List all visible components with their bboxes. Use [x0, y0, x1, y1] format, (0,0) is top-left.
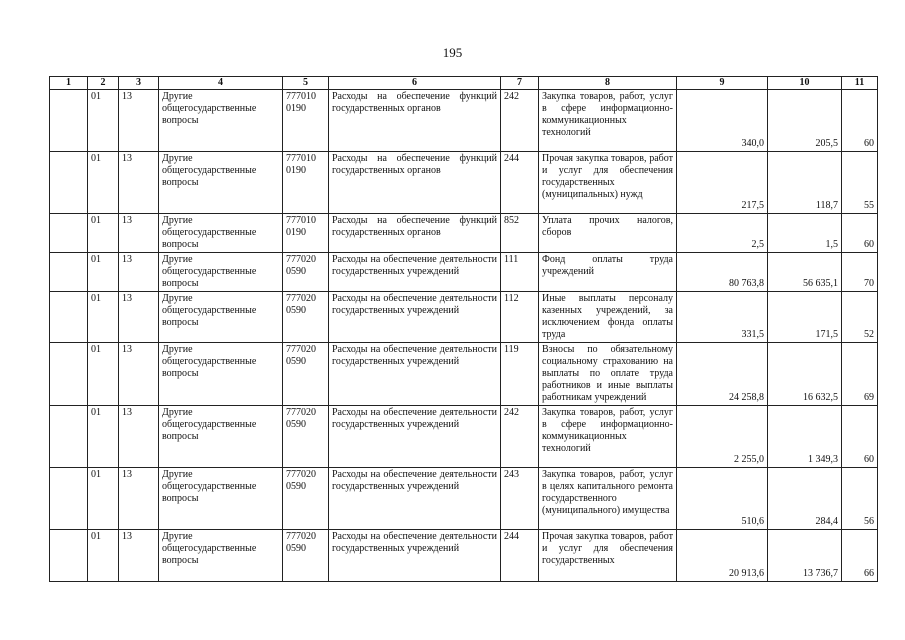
- cell-expense-type: 242: [501, 90, 539, 152]
- cell-plan: 2,5: [677, 214, 768, 253]
- cell-section: 01: [88, 406, 119, 468]
- cell-percent: 60: [842, 90, 878, 152]
- cell-fact: 1 349,3: [768, 406, 842, 468]
- cell-subsection-name: Другие общегосударственные вопросы: [159, 343, 283, 406]
- table-row: [50, 253, 878, 292]
- cell-expense-type: 243: [501, 468, 539, 530]
- cell-article-name: Расходы на обеспечение деятельности государственных учреждений: [329, 292, 501, 343]
- cell-percent: 60: [842, 406, 878, 468]
- cell-expense-type-name: Фонд оплаты труда учреждений: [539, 253, 677, 292]
- cell-fact: 56 635,1: [768, 253, 842, 292]
- cell-expense-type-name: Прочая закупка товаров, работ и услуг для обеспечения государственных: [539, 530, 677, 582]
- cell-fact: 13 736,7: [768, 530, 842, 582]
- cell-plan: 20 913,6: [677, 530, 768, 582]
- header-cell: 3: [119, 77, 159, 90]
- header-cell: 9: [677, 77, 768, 90]
- cell-section: 01: [88, 152, 119, 214]
- cell-section: 01: [88, 468, 119, 530]
- cell-col1: [50, 90, 88, 152]
- header-cell: 4: [159, 77, 283, 90]
- header-cell: 6: [329, 77, 501, 90]
- table-row: [50, 292, 878, 343]
- budget-table: [49, 76, 878, 582]
- header-cell: 8: [539, 77, 677, 90]
- cell-section: 01: [88, 214, 119, 253]
- cell-target-article: 777010 0190: [283, 90, 329, 152]
- cell-target-article: 777020 0590: [283, 343, 329, 406]
- cell-subsection: 13: [119, 90, 159, 152]
- cell-expense-type: 112: [501, 292, 539, 343]
- cell-subsection: 13: [119, 253, 159, 292]
- header-cell: 1: [50, 77, 88, 90]
- cell-expense-type: 119: [501, 343, 539, 406]
- cell-subsection-name: Другие общегосударственные вопросы: [159, 468, 283, 530]
- cell-section: 01: [88, 530, 119, 582]
- cell-target-article: 777020 0590: [283, 530, 329, 582]
- cell-percent: 70: [842, 253, 878, 292]
- cell-subsection-name: Другие общегосударственные вопросы: [159, 406, 283, 468]
- table-row: [50, 214, 878, 253]
- cell-subsection: 13: [119, 468, 159, 530]
- cell-article-name: Расходы на обеспечение деятельности государственных учреждений: [329, 343, 501, 406]
- cell-expense-type: 111: [501, 253, 539, 292]
- cell-expense-type: 852: [501, 214, 539, 253]
- cell-col1: [50, 292, 88, 343]
- cell-target-article: 777010 0190: [283, 214, 329, 253]
- cell-plan: 331,5: [677, 292, 768, 343]
- cell-plan: 24 258,8: [677, 343, 768, 406]
- header-cell: 5: [283, 77, 329, 90]
- cell-percent: 69: [842, 343, 878, 406]
- cell-target-article: 777010 0190: [283, 152, 329, 214]
- cell-col1: [50, 214, 88, 253]
- table-row: [50, 90, 878, 152]
- cell-article-name: Расходы на обеспечение функций государственных органов: [329, 214, 501, 253]
- header-cell: 2: [88, 77, 119, 90]
- cell-article-name: Расходы на обеспечение деятельности государственных учреждений: [329, 468, 501, 530]
- cell-subsection: 13: [119, 530, 159, 582]
- table-row: [50, 530, 878, 582]
- cell-plan: 2 255,0: [677, 406, 768, 468]
- cell-fact: 118,7: [768, 152, 842, 214]
- cell-target-article: 777020 0590: [283, 406, 329, 468]
- cell-fact: 16 632,5: [768, 343, 842, 406]
- cell-expense-type: 244: [501, 152, 539, 214]
- cell-subsection-name: Другие общегосударственные вопросы: [159, 253, 283, 292]
- cell-percent: 60: [842, 214, 878, 253]
- cell-expense-type-name: Закупка товаров, работ, услуг в целях капитального ремонта государственного (муниципального) имущества: [539, 468, 677, 530]
- cell-target-article: 777020 0590: [283, 292, 329, 343]
- table-row: [50, 468, 878, 530]
- cell-subsection-name: Другие общегосударственные вопросы: [159, 90, 283, 152]
- cell-col1: [50, 152, 88, 214]
- cell-subsection-name: Другие общегосударственные вопросы: [159, 292, 283, 343]
- cell-article-name: Расходы на обеспечение деятельности государственных учреждений: [329, 253, 501, 292]
- cell-fact: 1,5: [768, 214, 842, 253]
- cell-subsection: 13: [119, 214, 159, 253]
- page-number: 195: [442, 45, 463, 60]
- cell-plan: 510,6: [677, 468, 768, 530]
- cell-percent: 56: [842, 468, 878, 530]
- cell-section: 01: [88, 292, 119, 343]
- header-row: [50, 77, 878, 90]
- cell-section: 01: [88, 90, 119, 152]
- cell-plan: 80 763,8: [677, 253, 768, 292]
- cell-expense-type-name: Уплата прочих налогов, сборов: [539, 214, 677, 253]
- cell-percent: 55: [842, 152, 878, 214]
- cell-col1: [50, 253, 88, 292]
- cell-percent: 52: [842, 292, 878, 343]
- cell-article-name: Расходы на обеспечение функций государственных органов: [329, 90, 501, 152]
- header-cell: 10: [768, 77, 842, 90]
- cell-col1: [50, 468, 88, 530]
- cell-article-name: Расходы на обеспечение деятельности государственных учреждений: [329, 406, 501, 468]
- cell-col1: [50, 530, 88, 582]
- cell-subsection: 13: [119, 406, 159, 468]
- cell-fact: 171,5: [768, 292, 842, 343]
- cell-plan: 340,0: [677, 90, 768, 152]
- cell-target-article: 777020 0590: [283, 468, 329, 530]
- cell-subsection-name: Другие общегосударственные вопросы: [159, 152, 283, 214]
- cell-subsection-name: Другие общегосударственные вопросы: [159, 530, 283, 582]
- table-row: [50, 343, 878, 406]
- cell-target-article: 777020 0590: [283, 253, 329, 292]
- cell-percent: 66: [842, 530, 878, 582]
- cell-expense-type: 242: [501, 406, 539, 468]
- cell-col1: [50, 343, 88, 406]
- cell-expense-type-name: Иные выплаты персоналу казенных учреждений, за исключением фонда оплаты труда: [539, 292, 677, 343]
- cell-expense-type-name: Закупка товаров, работ, услуг в сфере информационно-коммуникационных технологий: [539, 90, 677, 152]
- cell-expense-type: 244: [501, 530, 539, 582]
- cell-expense-type-name: Взносы по обязательному социальному страхованию на выплаты по оплате труда работников и иные выплаты работникам учреждений: [539, 343, 677, 406]
- cell-expense-type-name: Прочая закупка товаров, работ и услуг для обеспечения государственных (муниципальных) нужд: [539, 152, 677, 214]
- header-cell: 11: [842, 77, 878, 90]
- cell-subsection-name: Другие общегосударственные вопросы: [159, 214, 283, 253]
- cell-col1: [50, 406, 88, 468]
- cell-article-name: Расходы на обеспечение деятельности государственных учреждений: [329, 530, 501, 582]
- cell-fact: 284,4: [768, 468, 842, 530]
- table-row: [50, 152, 878, 214]
- cell-fact: 205,5: [768, 90, 842, 152]
- cell-section: 01: [88, 343, 119, 406]
- cell-article-name: Расходы на обеспечение функций государственных органов: [329, 152, 501, 214]
- cell-expense-type-name: Закупка товаров, работ, услуг в сфере информационно-коммуникационных технологий: [539, 406, 677, 468]
- header-cell: 7: [501, 77, 539, 90]
- table-row: [50, 406, 878, 468]
- cell-subsection: 13: [119, 292, 159, 343]
- cell-section: 01: [88, 253, 119, 292]
- cell-subsection: 13: [119, 343, 159, 406]
- cell-subsection: 13: [119, 152, 159, 214]
- cell-plan: 217,5: [677, 152, 768, 214]
